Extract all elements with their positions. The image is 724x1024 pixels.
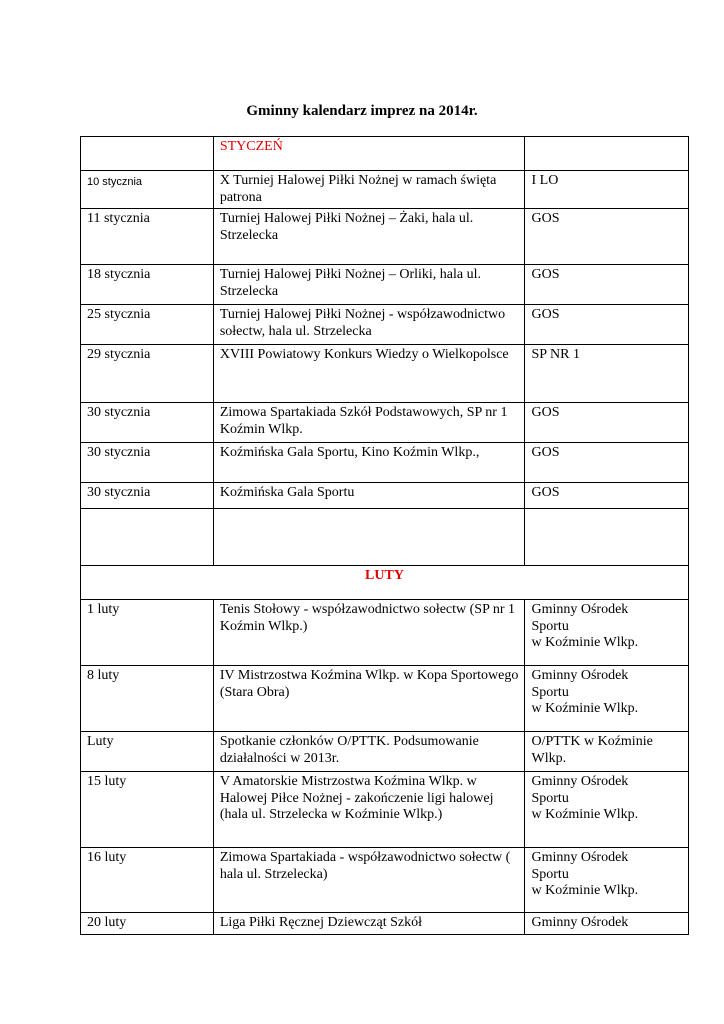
month-header-row xyxy=(81,137,689,171)
table-row xyxy=(81,848,689,913)
event-description: V Amatorskie Mistrzostwa Koźmina Wlkp. w Halowej Piłce Nożnej - zakończenie ligi halowej (hala ul. Strzelecka w Koźminie Wlkp.) xyxy=(213,772,525,848)
organizer-line: Sportu xyxy=(531,684,569,700)
table-row xyxy=(81,772,689,848)
event-date: 30 stycznia xyxy=(81,403,214,443)
event-organizer: GOS xyxy=(525,443,689,483)
event-organizer xyxy=(525,666,689,732)
table-row xyxy=(81,666,689,732)
event-date: 30 stycznia xyxy=(81,443,214,483)
organizer-line: Wlkp. xyxy=(531,750,567,766)
table-row xyxy=(81,443,689,483)
organizer-line: Gminny Ośrodek xyxy=(531,774,629,789)
empty-row xyxy=(81,509,689,566)
event-date: 15 luty xyxy=(81,772,214,848)
organizer-line: w Koźminie Wlkp. xyxy=(531,807,639,822)
table-row xyxy=(81,209,689,265)
event-organizer: GOS xyxy=(525,483,689,509)
organizer-line: Gminny Ośrodek xyxy=(531,850,629,865)
organizer-line: w Koźminie Wlkp. xyxy=(531,883,639,898)
table-row xyxy=(81,265,689,305)
organizer-line: Gminny Ośrodek xyxy=(531,915,629,930)
event-organizer: SP NR 1 xyxy=(525,345,689,403)
event-date: Luty xyxy=(81,732,214,772)
event-date: 11 stycznia xyxy=(81,209,214,265)
month-name: LUTY xyxy=(81,566,689,600)
events-calendar-table xyxy=(80,136,689,935)
month-name: STYCZEŃ xyxy=(213,137,525,171)
event-description: Koźmińska Gala Sportu xyxy=(213,483,525,509)
event-organizer: GOS xyxy=(525,209,689,265)
event-description: Turniej Halowej Piłki Nożnej - współzawodnictwo sołectw, hala ul. Strzelecka xyxy=(213,305,525,345)
organizer-line: w Koźminie Wlkp. xyxy=(531,635,639,650)
event-description: Liga Piłki Ręcznej Dziewcząt Szkół xyxy=(213,913,525,935)
event-description: X Turniej Halowej Piłki Nożnej w ramach święta patrona xyxy=(213,171,525,209)
event-description: Koźmińska Gala Sportu, Kino Koźmin Wlkp., xyxy=(213,443,525,483)
event-date: 25 stycznia xyxy=(81,305,214,345)
organizer-line: w Koźminie Wlkp. xyxy=(531,701,639,716)
event-description: Turniej Halowej Piłki Nożnej – Orliki, hala ul. Strzelecka xyxy=(213,265,525,305)
event-description: Zimowa Spartakiada Szkół Podstawowych, SP nr 1 Koźmin Wlkp. xyxy=(213,403,525,443)
table-row xyxy=(81,483,689,509)
organizer-line: Gminny Ośrodek xyxy=(531,602,629,617)
organizer-line: Sportu xyxy=(531,866,569,882)
event-organizer: GOS xyxy=(525,265,689,305)
table-row xyxy=(81,913,689,935)
event-description: Zimowa Spartakiada - współzawodnictwo sołectw ( hala ul. Strzelecka) xyxy=(213,848,525,913)
organizer-line: Gminny Ośrodek xyxy=(531,668,629,683)
table-row xyxy=(81,345,689,403)
event-description: Turniej Halowej Piłki Nożnej – Żaki, hala ul. Strzelecka xyxy=(213,209,525,265)
event-date: 10 stycznia xyxy=(81,171,214,209)
event-description: XVIII Powiatowy Konkurs Wiedzy o Wielkopolsce xyxy=(213,345,525,403)
organizer-line: Sportu xyxy=(531,618,569,634)
table-row xyxy=(81,600,689,666)
table-row xyxy=(81,732,689,772)
event-organizer xyxy=(525,600,689,666)
table-row xyxy=(81,171,689,209)
event-description: IV Mistrzostwa Koźmina Wlkp. w Kopa Sportowego (Stara Obra) xyxy=(213,666,525,732)
event-organizer xyxy=(525,772,689,848)
event-date: 1 luty xyxy=(81,600,214,666)
event-organizer xyxy=(525,913,689,935)
event-date: 30 stycznia xyxy=(81,483,214,509)
organizer-line: O/PTTK w Koźminie xyxy=(531,734,653,749)
event-date: 20 luty xyxy=(81,913,214,935)
organizer-line: Sportu xyxy=(531,790,569,806)
month-header-row xyxy=(81,566,689,600)
event-date: 8 luty xyxy=(81,666,214,732)
event-date: 29 stycznia xyxy=(81,345,214,403)
event-date: 18 stycznia xyxy=(81,265,214,305)
event-organizer: GOS xyxy=(525,305,689,345)
event-date: 16 luty xyxy=(81,848,214,913)
table-row xyxy=(81,305,689,345)
event-organizer xyxy=(525,848,689,913)
event-organizer xyxy=(525,732,689,772)
event-organizer: I LO xyxy=(525,171,689,209)
event-description: Spotkanie członków O/PTTK. Podsumowanie działalności w 2013r. xyxy=(213,732,525,772)
event-organizer: GOS xyxy=(525,403,689,443)
table-row xyxy=(81,403,689,443)
page-title: Gminny kalendarz imprez na 2014r. xyxy=(246,103,478,119)
event-description: Tenis Stołowy - współzawodnictwo sołectw (SP nr 1 Koźmin Wlkp.) xyxy=(213,600,525,666)
